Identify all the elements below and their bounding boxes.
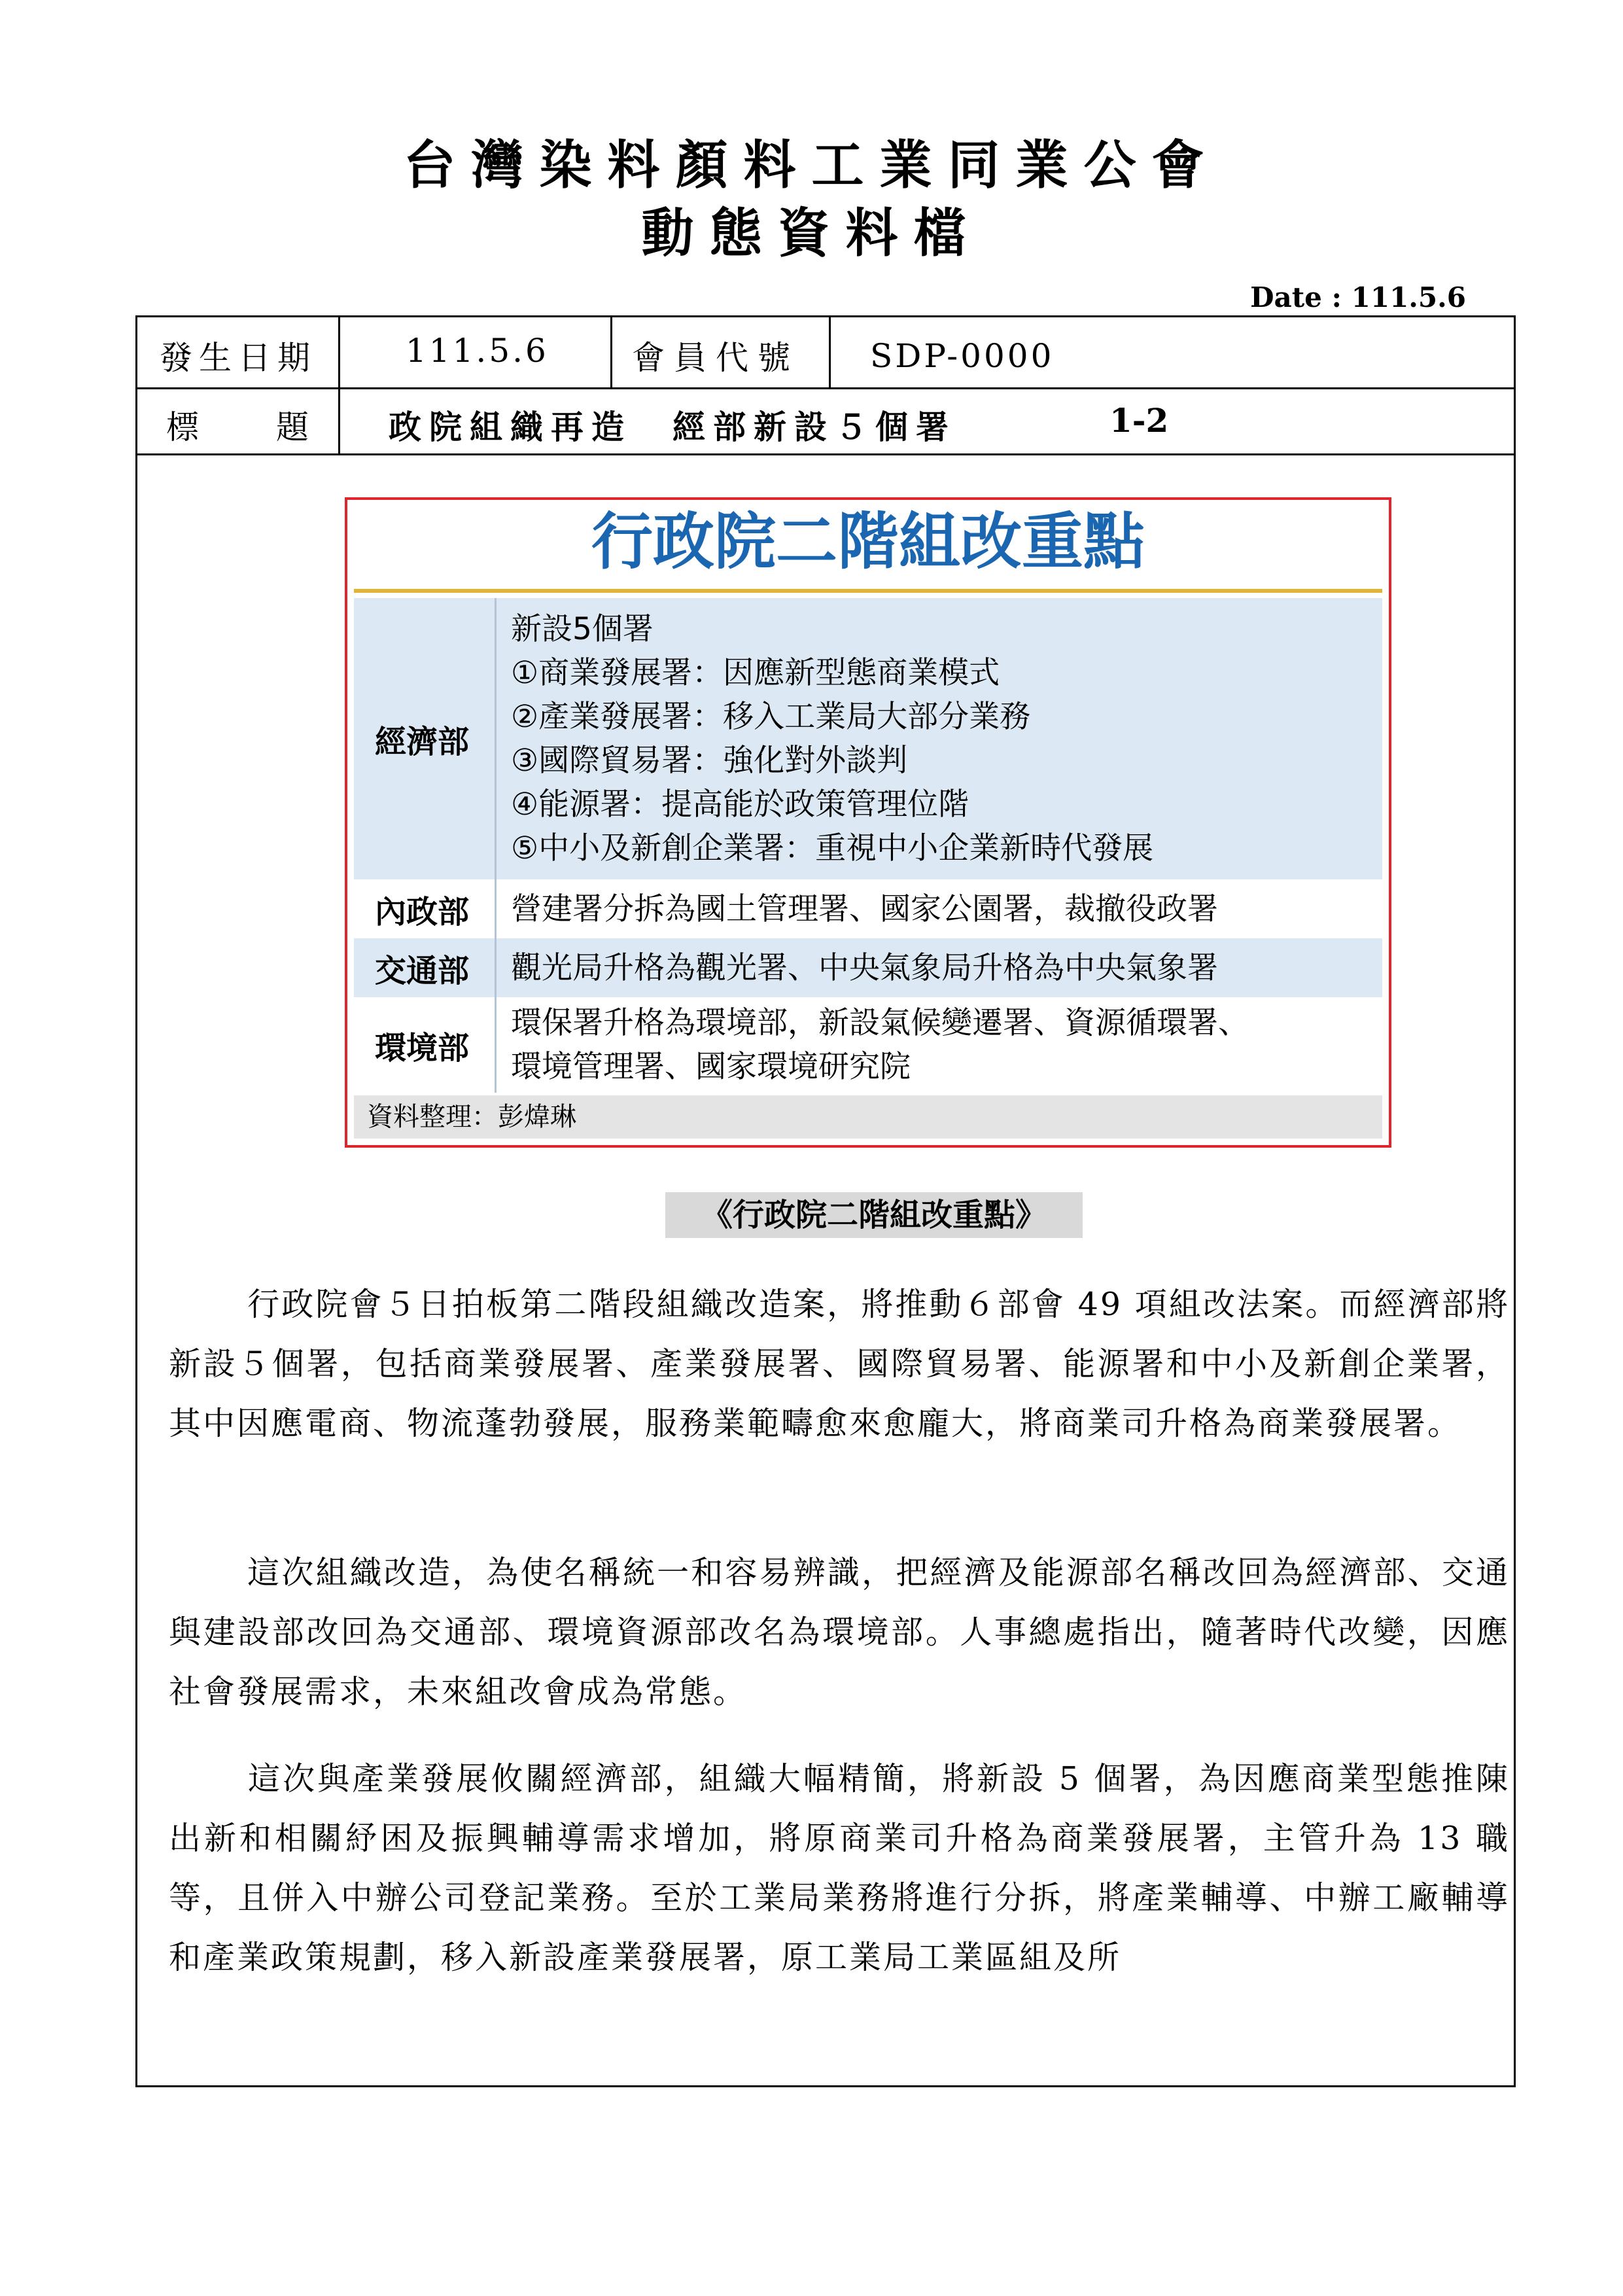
member-id-label: 會員代號 (632, 339, 799, 377)
table-divider (610, 317, 612, 387)
infographic-source: 資料整理：彭煒琳 (354, 1095, 1382, 1139)
table-divider (829, 317, 831, 387)
paragraph-text: 這次與產業發展攸關經濟部，組織大幅精簡，將新設 5 個署，為因應商業型態推陳出新和相關紓困及振興輔導需求增加，將原商業司升格為商業發展署，主管升為 13 職等，且併入中辦公司登記業務。至於工業局業務將進行分拆，將產業輔導、中辦工廠輔導和產業政策規劃，移入新設產業發展署，原工業局工業區組及所 (169, 1760, 1510, 1976)
department-changes (511, 997, 1376, 1093)
change-line: ③國際貿易署：強化對外談判 (511, 743, 908, 779)
department-name: 內政部 (374, 893, 469, 930)
table-divider (338, 317, 340, 453)
change-line: 環保署升格為環境部，新設氣候變遷署、資源循環署、 (511, 1005, 1249, 1041)
row-separator (495, 879, 497, 938)
change-line: 觀光局升格為觀光署、中央氣象局升格為中央氣象署 (511, 949, 1218, 986)
row-separator (495, 938, 497, 997)
change-line: ⑤中小及新創企業署：重視中小企業新時代發展 (511, 830, 1154, 866)
change-line: ①商業發展署：因應新型態商業模式 (511, 655, 1000, 691)
department-changes (511, 879, 1376, 938)
department-name: 交通部 (374, 952, 469, 989)
infographic-title: 行政院二階組改重點 (591, 506, 1145, 578)
infographic-row (354, 879, 1382, 938)
title-underline (354, 589, 1382, 593)
article-paragraph (169, 1543, 1510, 1722)
article-paragraph (169, 1749, 1510, 1987)
department-changes (511, 598, 1376, 879)
reorganization-infographic (345, 497, 1391, 1148)
infographic-row (354, 598, 1382, 879)
change-line: ②產業發展署：移入工業局大部分業務 (511, 699, 1031, 735)
title-value: 政院組織再造 經部新設５個署 (389, 408, 956, 446)
figure-caption: 《行政院二階組改重點》 (665, 1192, 1083, 1238)
article-paragraph (169, 1275, 1510, 1453)
change-line: 新設5個署 (511, 611, 654, 647)
change-line: 環境管理署、國家環境研究院 (511, 1049, 911, 1085)
row-separator (495, 997, 497, 1093)
infographic-row (354, 997, 1382, 1093)
organization-name: 台灣染料顏料工業同業公會 (403, 134, 1220, 196)
department-changes (511, 938, 1376, 997)
infographic-row (354, 938, 1382, 997)
table-divider (137, 453, 1514, 455)
change-line: 營建署分拆為國土管理署、國家公園署，裁撤役政署 (511, 891, 1218, 927)
department-name: 環境部 (374, 1029, 469, 1067)
member-id-value: SDP-0000 (870, 337, 1055, 375)
row-separator (495, 598, 497, 879)
date-value: 111.5.6 (406, 332, 549, 370)
page-number: 1-2 (1109, 401, 1169, 440)
paragraph-text: 行政院會５日拍板第二階段組織改造案，將推動６部會 49 項組改法案。而經濟部將新設５個署，包括商業發展署、產業發展署、國際貿易署、能源署和中小及新創企業署，其中因應電商、物流蓬勃發展，服務業範疇愈來愈龐大，將商業司升格為商業發展署。 (169, 1286, 1510, 1442)
document-date: Date : 111.5.6 (1250, 281, 1466, 313)
change-line: ④能源署：提高能於政策管理位階 (511, 786, 969, 822)
title-label: 標 題 (166, 408, 313, 446)
document-type-title: 動態資料檔 (641, 202, 982, 264)
paragraph-text: 這次組織改造，為使名稱統一和容易辨識，把經濟及能源部名稱改回為經濟部、交通與建設部改回為交通部、環境資源部改名為環境部。人事總處指出，隨著時代改變，因應社會發展需求，未來組改會成為常態。 (169, 1554, 1510, 1710)
date-label: 發生日期 (160, 339, 317, 377)
department-name: 經濟部 (374, 723, 469, 760)
table-divider (137, 387, 1514, 389)
